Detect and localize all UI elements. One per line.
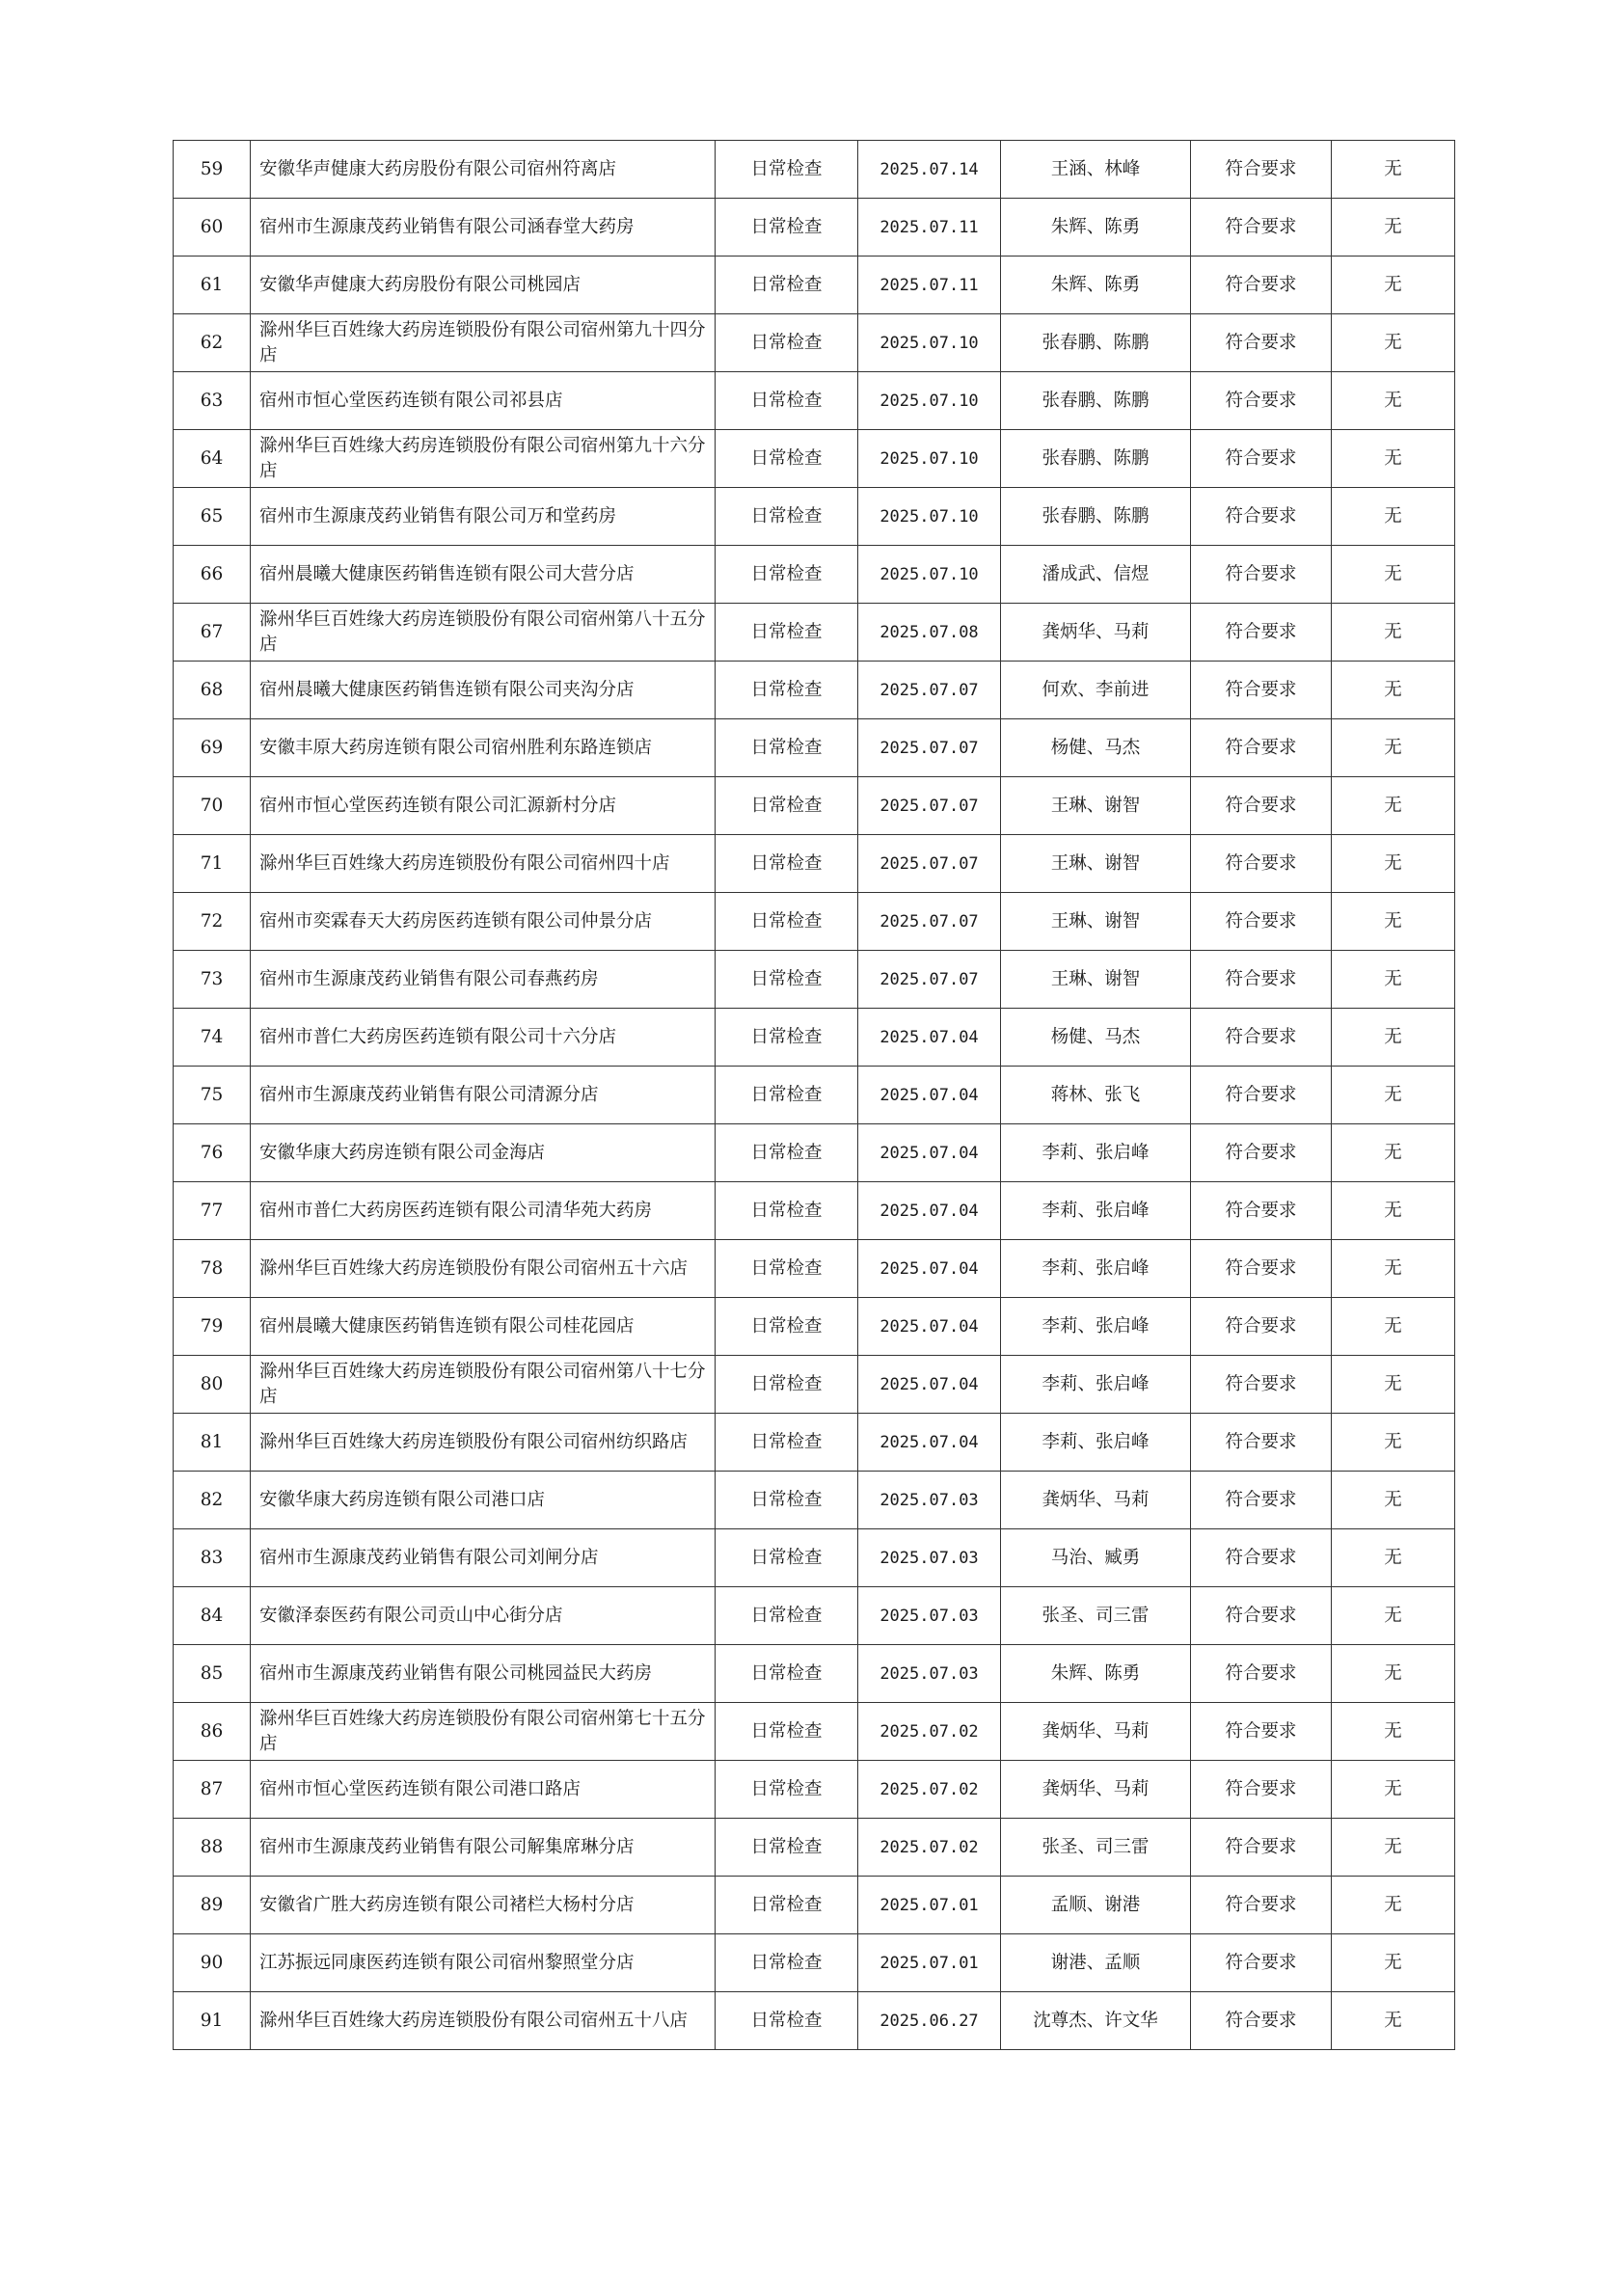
remark-cell: 无 — [1332, 1067, 1455, 1124]
row-number-cell: 60 — [174, 199, 251, 257]
pharmacy-name-cell: 安徽省广胜大药房连锁有限公司褚栏大杨村分店 — [251, 1877, 716, 1934]
row-number-cell: 59 — [174, 141, 251, 199]
inspection-type-cell: 日常检查 — [716, 1934, 858, 1992]
inspectors-cell: 王琳、谢智 — [1001, 835, 1191, 893]
inspection-date-cell: 2025.07.14 — [858, 141, 1001, 199]
row-number-cell: 64 — [174, 430, 251, 488]
remark-cell: 无 — [1332, 604, 1455, 662]
inspectors-cell: 李莉、张启峰 — [1001, 1356, 1191, 1414]
remark-cell: 无 — [1332, 893, 1455, 951]
inspectors-cell: 张春鹏、陈鹏 — [1001, 314, 1191, 372]
inspection-type-cell: 日常检查 — [716, 1761, 858, 1819]
inspection-type-cell: 日常检查 — [716, 257, 858, 314]
table-row — [174, 1761, 1455, 1819]
remark-cell: 无 — [1332, 1819, 1455, 1877]
inspection-date-cell: 2025.07.11 — [858, 199, 1001, 257]
inspectors-cell: 朱辉、陈勇 — [1001, 257, 1191, 314]
inspection-result-cell: 符合要求 — [1191, 1240, 1332, 1298]
inspection-type-cell: 日常检查 — [716, 314, 858, 372]
pharmacy-name-cell: 滁州华巨百姓缘大药房连锁股份有限公司宿州第八十七分店 — [251, 1356, 716, 1414]
inspectors-cell: 朱辉、陈勇 — [1001, 199, 1191, 257]
inspection-type-cell: 日常检查 — [716, 1124, 858, 1182]
remark-cell: 无 — [1332, 1645, 1455, 1703]
inspection-type-cell: 日常检查 — [716, 1992, 858, 2050]
inspection-type-cell: 日常检查 — [716, 141, 858, 199]
inspection-result-cell: 符合要求 — [1191, 1356, 1332, 1414]
inspectors-cell: 李莉、张启峰 — [1001, 1240, 1191, 1298]
remark-cell: 无 — [1332, 1240, 1455, 1298]
pharmacy-name-cell: 宿州晨曦大健康医药销售连锁有限公司夹沟分店 — [251, 662, 716, 719]
inspection-type-cell: 日常检查 — [716, 1587, 858, 1645]
inspection-date-cell: 2025.07.03 — [858, 1587, 1001, 1645]
inspectors-cell: 李莉、张启峰 — [1001, 1414, 1191, 1472]
inspection-type-cell: 日常检查 — [716, 372, 858, 430]
inspection-date-cell: 2025.07.07 — [858, 893, 1001, 951]
pharmacy-name-cell: 滁州华巨百姓缘大药房连锁股份有限公司宿州第八十五分店 — [251, 604, 716, 662]
inspectors-cell: 王琳、谢智 — [1001, 951, 1191, 1009]
row-number-cell: 89 — [174, 1877, 251, 1934]
inspection-result-cell: 符合要求 — [1191, 1992, 1332, 2050]
table-row — [174, 1298, 1455, 1356]
inspectors-cell: 王琳、谢智 — [1001, 777, 1191, 835]
inspectors-cell: 张圣、司三雷 — [1001, 1587, 1191, 1645]
row-number-cell: 86 — [174, 1703, 251, 1761]
inspectors-cell: 龚炳华、马莉 — [1001, 1761, 1191, 1819]
table-row — [174, 1934, 1455, 1992]
inspection-result-cell: 符合要求 — [1191, 1124, 1332, 1182]
inspection-result-cell: 符合要求 — [1191, 1645, 1332, 1703]
inspectors-cell: 李莉、张启峰 — [1001, 1124, 1191, 1182]
pharmacy-name-cell: 宿州市普仁大药房医药连锁有限公司清华苑大药房 — [251, 1182, 716, 1240]
inspectors-cell: 朱辉、陈勇 — [1001, 1645, 1191, 1703]
row-number-cell: 91 — [174, 1992, 251, 2050]
pharmacy-name-cell: 滁州华巨百姓缘大药房连锁股份有限公司宿州五十八店 — [251, 1992, 716, 2050]
inspection-type-cell: 日常检查 — [716, 546, 858, 604]
inspection-date-cell: 2025.07.10 — [858, 546, 1001, 604]
inspection-result-cell: 符合要求 — [1191, 488, 1332, 546]
inspection-date-cell: 2025.07.04 — [858, 1067, 1001, 1124]
table-row — [174, 1877, 1455, 1934]
inspection-type-cell: 日常检查 — [716, 1182, 858, 1240]
inspection-date-cell: 2025.07.03 — [858, 1645, 1001, 1703]
inspection-type-cell: 日常检查 — [716, 777, 858, 835]
row-number-cell: 87 — [174, 1761, 251, 1819]
remark-cell: 无 — [1332, 1587, 1455, 1645]
inspection-date-cell: 2025.07.04 — [858, 1298, 1001, 1356]
row-number-cell: 76 — [174, 1124, 251, 1182]
pharmacy-name-cell: 宿州市生源康茂药业销售有限公司万和堂药房 — [251, 488, 716, 546]
inspection-type-cell: 日常检查 — [716, 951, 858, 1009]
table-row — [174, 1472, 1455, 1529]
table-body — [174, 141, 1455, 2050]
pharmacy-name-cell: 安徽泽泰医药有限公司贡山中心街分店 — [251, 1587, 716, 1645]
inspectors-cell: 杨健、马杰 — [1001, 719, 1191, 777]
inspection-result-cell: 符合要求 — [1191, 835, 1332, 893]
table-row — [174, 372, 1455, 430]
inspectors-cell: 龚炳华、马莉 — [1001, 1703, 1191, 1761]
table-row — [174, 257, 1455, 314]
inspection-date-cell: 2025.07.07 — [858, 662, 1001, 719]
inspectors-cell: 沈尊杰、许文华 — [1001, 1992, 1191, 2050]
inspection-type-cell: 日常检查 — [716, 488, 858, 546]
inspection-type-cell: 日常检查 — [716, 1819, 858, 1877]
inspection-result-cell: 符合要求 — [1191, 546, 1332, 604]
table-row — [174, 430, 1455, 488]
row-number-cell: 77 — [174, 1182, 251, 1240]
inspection-result-cell: 符合要求 — [1191, 314, 1332, 372]
row-number-cell: 62 — [174, 314, 251, 372]
inspection-result-cell: 符合要求 — [1191, 1819, 1332, 1877]
table-row — [174, 835, 1455, 893]
inspection-date-cell: 2025.07.04 — [858, 1009, 1001, 1067]
inspection-type-cell: 日常检查 — [716, 835, 858, 893]
inspection-type-cell: 日常检查 — [716, 1877, 858, 1934]
inspection-date-cell: 2025.07.07 — [858, 719, 1001, 777]
inspection-date-cell: 2025.07.10 — [858, 372, 1001, 430]
inspection-result-cell: 符合要求 — [1191, 1934, 1332, 1992]
remark-cell: 无 — [1332, 1124, 1455, 1182]
inspection-result-cell: 符合要求 — [1191, 257, 1332, 314]
inspection-date-cell: 2025.07.02 — [858, 1761, 1001, 1819]
pharmacy-name-cell: 宿州市生源康茂药业销售有限公司春燕药房 — [251, 951, 716, 1009]
inspectors-cell: 张春鹏、陈鹏 — [1001, 372, 1191, 430]
pharmacy-name-cell: 宿州市生源康茂药业销售有限公司解集席琳分店 — [251, 1819, 716, 1877]
inspection-result-cell: 符合要求 — [1191, 141, 1332, 199]
row-number-cell: 90 — [174, 1934, 251, 1992]
pharmacy-name-cell: 宿州市恒心堂医药连锁有限公司汇源新村分店 — [251, 777, 716, 835]
inspectors-cell: 孟顺、谢港 — [1001, 1877, 1191, 1934]
table-row — [174, 1992, 1455, 2050]
row-number-cell: 73 — [174, 951, 251, 1009]
row-number-cell: 88 — [174, 1819, 251, 1877]
pharmacy-name-cell: 宿州晨曦大健康医药销售连锁有限公司桂花园店 — [251, 1298, 716, 1356]
inspection-type-cell: 日常检查 — [716, 1356, 858, 1414]
inspection-result-cell: 符合要求 — [1191, 1703, 1332, 1761]
inspection-result-cell: 符合要求 — [1191, 777, 1332, 835]
remark-cell: 无 — [1332, 1529, 1455, 1587]
table-row — [174, 1414, 1455, 1472]
inspection-type-cell: 日常检查 — [716, 1645, 858, 1703]
inspection-type-cell: 日常检查 — [716, 719, 858, 777]
pharmacy-name-cell: 宿州市恒心堂医药连锁有限公司港口路店 — [251, 1761, 716, 1819]
inspection-result-cell: 符合要求 — [1191, 951, 1332, 1009]
remark-cell: 无 — [1332, 372, 1455, 430]
inspectors-cell: 李莉、张启峰 — [1001, 1182, 1191, 1240]
table-row — [174, 199, 1455, 257]
inspection-result-cell: 符合要求 — [1191, 1587, 1332, 1645]
inspection-result-cell: 符合要求 — [1191, 1877, 1332, 1934]
pharmacy-name-cell: 宿州市普仁大药房医药连锁有限公司十六分店 — [251, 1009, 716, 1067]
inspection-result-cell: 符合要求 — [1191, 1472, 1332, 1529]
inspection-type-cell: 日常检查 — [716, 1298, 858, 1356]
table-row — [174, 1124, 1455, 1182]
inspection-date-cell: 2025.07.07 — [858, 777, 1001, 835]
row-number-cell: 69 — [174, 719, 251, 777]
table-row — [174, 1009, 1455, 1067]
inspectors-cell: 潘成武、信煜 — [1001, 546, 1191, 604]
inspection-type-cell: 日常检查 — [716, 1414, 858, 1472]
row-number-cell: 85 — [174, 1645, 251, 1703]
inspection-date-cell: 2025.07.10 — [858, 314, 1001, 372]
table-row — [174, 1356, 1455, 1414]
table-row — [174, 719, 1455, 777]
inspection-date-cell: 2025.07.01 — [858, 1877, 1001, 1934]
inspection-type-cell: 日常检查 — [716, 1529, 858, 1587]
inspectors-cell: 马治、臧勇 — [1001, 1529, 1191, 1587]
pharmacy-name-cell: 宿州市生源康茂药业销售有限公司清源分店 — [251, 1067, 716, 1124]
row-number-cell: 70 — [174, 777, 251, 835]
row-number-cell: 79 — [174, 1298, 251, 1356]
pharmacy-name-cell: 滁州华巨百姓缘大药房连锁股份有限公司宿州纺织路店 — [251, 1414, 716, 1472]
inspection-date-cell: 2025.07.02 — [858, 1819, 1001, 1877]
table-row — [174, 777, 1455, 835]
inspectors-cell: 张春鹏、陈鹏 — [1001, 430, 1191, 488]
table-row — [174, 1240, 1455, 1298]
inspection-date-cell: 2025.07.03 — [858, 1529, 1001, 1587]
inspectors-cell: 张春鹏、陈鹏 — [1001, 488, 1191, 546]
inspection-date-cell: 2025.06.27 — [858, 1992, 1001, 2050]
pharmacy-name-cell: 宿州市生源康茂药业销售有限公司涵春堂大药房 — [251, 199, 716, 257]
inspection-type-cell: 日常检查 — [716, 1472, 858, 1529]
table-row — [174, 546, 1455, 604]
pharmacy-name-cell: 宿州市恒心堂医药连锁有限公司祁县店 — [251, 372, 716, 430]
inspection-date-cell: 2025.07.04 — [858, 1240, 1001, 1298]
pharmacy-name-cell: 安徽华康大药房连锁有限公司金海店 — [251, 1124, 716, 1182]
row-number-cell: 71 — [174, 835, 251, 893]
table-row — [174, 1703, 1455, 1761]
pharmacy-name-cell: 滁州华巨百姓缘大药房连锁股份有限公司宿州第九十六分店 — [251, 430, 716, 488]
row-number-cell: 80 — [174, 1356, 251, 1414]
row-number-cell: 84 — [174, 1587, 251, 1645]
remark-cell: 无 — [1332, 1703, 1455, 1761]
remark-cell: 无 — [1332, 314, 1455, 372]
remark-cell: 无 — [1332, 257, 1455, 314]
pharmacy-name-cell: 滁州华巨百姓缘大药房连锁股份有限公司宿州五十六店 — [251, 1240, 716, 1298]
pharmacy-name-cell: 宿州市生源康茂药业销售有限公司刘闸分店 — [251, 1529, 716, 1587]
table-row — [174, 1587, 1455, 1645]
inspection-date-cell: 2025.07.04 — [858, 1182, 1001, 1240]
inspection-date-cell: 2025.07.04 — [858, 1356, 1001, 1414]
remark-cell: 无 — [1332, 1356, 1455, 1414]
remark-cell: 无 — [1332, 719, 1455, 777]
inspection-result-cell: 符合要求 — [1191, 372, 1332, 430]
inspection-type-cell: 日常检查 — [716, 604, 858, 662]
inspection-result-cell: 符合要求 — [1191, 1067, 1332, 1124]
inspection-result-cell: 符合要求 — [1191, 199, 1332, 257]
inspection-result-cell: 符合要求 — [1191, 719, 1332, 777]
inspection-result-cell: 符合要求 — [1191, 1761, 1332, 1819]
inspection-date-cell: 2025.07.07 — [858, 835, 1001, 893]
inspection-result-cell: 符合要求 — [1191, 1009, 1332, 1067]
remark-cell: 无 — [1332, 1182, 1455, 1240]
remark-cell: 无 — [1332, 1992, 1455, 2050]
inspection-type-cell: 日常检查 — [716, 662, 858, 719]
table-row — [174, 604, 1455, 662]
row-number-cell: 75 — [174, 1067, 251, 1124]
row-number-cell: 67 — [174, 604, 251, 662]
inspection-records-table — [173, 140, 1455, 2050]
inspection-result-cell: 符合要求 — [1191, 893, 1332, 951]
pharmacy-name-cell: 宿州市奕霖春天大药房医药连锁有限公司仲景分店 — [251, 893, 716, 951]
table-row — [174, 1067, 1455, 1124]
remark-cell: 无 — [1332, 662, 1455, 719]
inspection-date-cell: 2025.07.01 — [858, 1934, 1001, 1992]
inspection-type-cell: 日常检查 — [716, 1067, 858, 1124]
row-number-cell: 78 — [174, 1240, 251, 1298]
inspectors-cell: 杨健、马杰 — [1001, 1009, 1191, 1067]
row-number-cell: 63 — [174, 372, 251, 430]
remark-cell: 无 — [1332, 835, 1455, 893]
table-row — [174, 662, 1455, 719]
inspection-type-cell: 日常检查 — [716, 1009, 858, 1067]
inspection-date-cell: 2025.07.10 — [858, 488, 1001, 546]
table-row — [174, 314, 1455, 372]
inspectors-cell: 王琳、谢智 — [1001, 893, 1191, 951]
inspection-result-cell: 符合要求 — [1191, 1298, 1332, 1356]
inspectors-cell: 龚炳华、马莉 — [1001, 604, 1191, 662]
table-row — [174, 1819, 1455, 1877]
remark-cell: 无 — [1332, 951, 1455, 1009]
row-number-cell: 61 — [174, 257, 251, 314]
table-row — [174, 488, 1455, 546]
remark-cell: 无 — [1332, 1877, 1455, 1934]
remark-cell: 无 — [1332, 1414, 1455, 1472]
inspectors-cell: 蒋林、张飞 — [1001, 1067, 1191, 1124]
table-row — [174, 141, 1455, 199]
row-number-cell: 82 — [174, 1472, 251, 1529]
row-number-cell: 83 — [174, 1529, 251, 1587]
remark-cell: 无 — [1332, 430, 1455, 488]
inspection-date-cell: 2025.07.04 — [858, 1414, 1001, 1472]
pharmacy-name-cell: 滁州华巨百姓缘大药房连锁股份有限公司宿州四十店 — [251, 835, 716, 893]
remark-cell: 无 — [1332, 141, 1455, 199]
pharmacy-name-cell: 滁州华巨百姓缘大药房连锁股份有限公司宿州第七十五分店 — [251, 1703, 716, 1761]
row-number-cell: 68 — [174, 662, 251, 719]
pharmacy-name-cell: 江苏振远同康医药连锁有限公司宿州黎照堂分店 — [251, 1934, 716, 1992]
remark-cell: 无 — [1332, 1761, 1455, 1819]
inspection-type-cell: 日常检查 — [716, 430, 858, 488]
inspection-type-cell: 日常检查 — [716, 1240, 858, 1298]
inspectors-cell: 龚炳华、马莉 — [1001, 1472, 1191, 1529]
table-row — [174, 1645, 1455, 1703]
inspection-date-cell: 2025.07.03 — [858, 1472, 1001, 1529]
inspection-result-cell: 符合要求 — [1191, 1529, 1332, 1587]
inspection-result-cell: 符合要求 — [1191, 604, 1332, 662]
remark-cell: 无 — [1332, 488, 1455, 546]
inspection-result-cell: 符合要求 — [1191, 430, 1332, 488]
inspection-type-cell: 日常检查 — [716, 199, 858, 257]
inspectors-cell: 谢港、孟顺 — [1001, 1934, 1191, 1992]
remark-cell: 无 — [1332, 1934, 1455, 1992]
inspectors-cell: 何欢、李前进 — [1001, 662, 1191, 719]
remark-cell: 无 — [1332, 199, 1455, 257]
inspection-date-cell: 2025.07.02 — [858, 1703, 1001, 1761]
remark-cell: 无 — [1332, 1298, 1455, 1356]
pharmacy-name-cell: 安徽华声健康大药房股份有限公司桃园店 — [251, 257, 716, 314]
inspectors-cell: 张圣、司三雷 — [1001, 1819, 1191, 1877]
inspection-type-cell: 日常检查 — [716, 1703, 858, 1761]
inspectors-cell: 李莉、张启峰 — [1001, 1298, 1191, 1356]
inspection-result-cell: 符合要求 — [1191, 662, 1332, 719]
inspection-date-cell: 2025.07.11 — [858, 257, 1001, 314]
pharmacy-name-cell: 宿州市生源康茂药业销售有限公司桃园益民大药房 — [251, 1645, 716, 1703]
row-number-cell: 66 — [174, 546, 251, 604]
inspection-type-cell: 日常检查 — [716, 893, 858, 951]
inspectors-cell: 王涵、林峰 — [1001, 141, 1191, 199]
pharmacy-name-cell: 安徽华康大药房连锁有限公司港口店 — [251, 1472, 716, 1529]
inspection-date-cell: 2025.07.10 — [858, 430, 1001, 488]
remark-cell: 无 — [1332, 1472, 1455, 1529]
table-row — [174, 1529, 1455, 1587]
table-row — [174, 893, 1455, 951]
inspection-result-cell: 符合要求 — [1191, 1414, 1332, 1472]
inspection-result-cell: 符合要求 — [1191, 1182, 1332, 1240]
row-number-cell: 81 — [174, 1414, 251, 1472]
pharmacy-name-cell: 安徽丰原大药房连锁有限公司宿州胜利东路连锁店 — [251, 719, 716, 777]
row-number-cell: 65 — [174, 488, 251, 546]
remark-cell: 无 — [1332, 546, 1455, 604]
row-number-cell: 72 — [174, 893, 251, 951]
row-number-cell: 74 — [174, 1009, 251, 1067]
table-row — [174, 951, 1455, 1009]
pharmacy-name-cell: 滁州华巨百姓缘大药房连锁股份有限公司宿州第九十四分店 — [251, 314, 716, 372]
inspection-date-cell: 2025.07.04 — [858, 1124, 1001, 1182]
remark-cell: 无 — [1332, 1009, 1455, 1067]
pharmacy-name-cell: 安徽华声健康大药房股份有限公司宿州符离店 — [251, 141, 716, 199]
remark-cell: 无 — [1332, 777, 1455, 835]
table-row — [174, 1182, 1455, 1240]
inspection-date-cell: 2025.07.07 — [858, 951, 1001, 1009]
pharmacy-name-cell: 宿州晨曦大健康医药销售连锁有限公司大营分店 — [251, 546, 716, 604]
inspection-date-cell: 2025.07.08 — [858, 604, 1001, 662]
